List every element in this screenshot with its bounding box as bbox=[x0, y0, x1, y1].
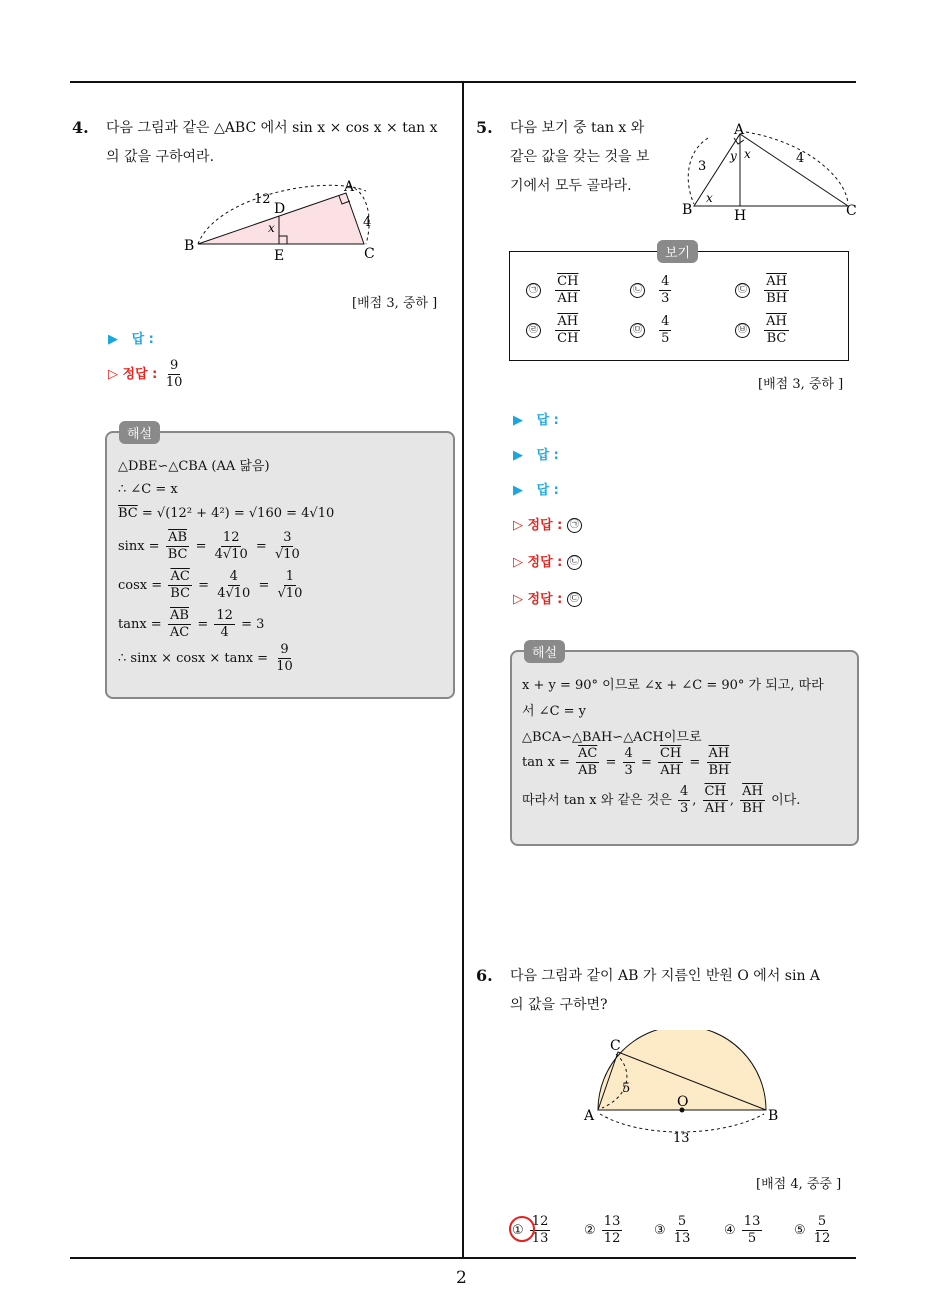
play-icon: ▶ bbox=[513, 413, 523, 428]
selected-circle-mark bbox=[509, 1216, 535, 1242]
play-icon: ▶ bbox=[108, 332, 118, 347]
q4-label-4: 4 bbox=[363, 215, 372, 230]
q6-text: 다음 그림과 같이 AB 가 지름인 반원 O 에서 sin A 의 값을 구하면? bbox=[510, 968, 821, 1013]
q6-choice-1[interactable]: ① $\frac{12}{13}$ bbox=[512, 1214, 552, 1247]
q4-correct-row: ▷ 정답 : $\frac{9}{10}$ bbox=[108, 358, 183, 390]
q5-solution-tag: 해설 bbox=[524, 640, 565, 663]
q5-answer-row-3: ▶ 답 : bbox=[513, 483, 559, 498]
q4-label-E: E bbox=[274, 248, 285, 264]
q5-option: ㉢ $\frac{\overline{AH}}{BH}$ bbox=[735, 274, 791, 307]
q5-number: 5. bbox=[476, 118, 493, 137]
q5-correct-row-1: ▷ 정답 : ㉠ bbox=[513, 514, 582, 533]
q5-answer-row-1: ▶ 답 : bbox=[513, 413, 559, 428]
q6-figure bbox=[580, 1030, 790, 1150]
q6-score: [배점 4, 중중 ] bbox=[756, 1177, 842, 1192]
play-icon: ▶ bbox=[513, 483, 523, 498]
q4-text: 다음 그림과 같은 △ABC 에서 sin x × cos x × tan x 의 값을 구하여라. bbox=[106, 120, 438, 165]
q6-label-13: 13 bbox=[673, 1131, 690, 1146]
q5-option: ㉤ $\frac{4}{5}$ bbox=[630, 314, 673, 347]
q5-score: [배점 3, 중하 ] bbox=[758, 377, 844, 392]
q6-choice-3[interactable]: ③ $\frac{5}{13}$ bbox=[654, 1214, 691, 1246]
q4-label-12: 12 bbox=[254, 192, 271, 207]
q6-choice-4[interactable]: ④ $\frac{13}{5}$ bbox=[724, 1214, 761, 1246]
q5-label-A: A bbox=[734, 122, 745, 138]
outline-play-icon: ▷ bbox=[513, 555, 523, 570]
q5-figure bbox=[676, 122, 862, 226]
q5-option: ㉥ $\frac{\overline{AH}}{BC}$ bbox=[735, 314, 791, 347]
q4-number: 4. bbox=[72, 118, 89, 137]
column-divider bbox=[462, 82, 464, 1258]
q6-label-5: 5 bbox=[622, 1081, 631, 1096]
q6-label-C: C bbox=[610, 1038, 621, 1054]
q4-figure bbox=[176, 176, 386, 266]
q4-label-D: D bbox=[274, 201, 286, 217]
q6-number: 6. bbox=[476, 966, 493, 985]
q6-choice-2[interactable]: ② $\frac{13}{12}$ bbox=[584, 1214, 621, 1246]
q5-label-H: H bbox=[734, 208, 747, 224]
q5-answer-row-2: ▶ 답 : bbox=[513, 448, 559, 463]
q6-label-A: A bbox=[584, 1108, 595, 1124]
q5-label-x-bottom: x bbox=[706, 191, 713, 205]
q5-label-3: 3 bbox=[698, 159, 707, 174]
q5-label-y: y bbox=[730, 149, 737, 163]
q5-bogi-tag: 보기 bbox=[657, 240, 698, 263]
q5-option: ㉣ $\frac{\overline{AH}}{CH}$ bbox=[526, 314, 582, 347]
outline-play-icon: ▷ bbox=[108, 367, 118, 382]
outline-play-icon: ▷ bbox=[513, 592, 523, 607]
q5-text: 다음 보기 중 tan x 와 같은 값을 갖는 것을 보 기에서 모두 골라라. bbox=[510, 120, 650, 194]
q5-option: ㉡ $\frac{4}{3}$ bbox=[630, 274, 673, 307]
q4-label-C: C bbox=[364, 246, 375, 262]
q5-correct-row-3: ▷ 정답 : ㉢ bbox=[513, 588, 582, 607]
q5-correct-row-2: ▷ 정답 : ㉡ bbox=[513, 551, 582, 570]
q5-label-x-top: x bbox=[744, 147, 751, 161]
q4-label-x: x bbox=[268, 221, 275, 235]
q5-label-B: B bbox=[682, 202, 693, 218]
play-icon: ▶ bbox=[513, 448, 523, 463]
q4-answer-row: ▶ 답 : bbox=[108, 332, 154, 347]
page-number: 2 bbox=[456, 1268, 467, 1288]
q4-solution-tag: 해설 bbox=[119, 421, 160, 444]
q5-label-C: C bbox=[846, 203, 857, 219]
q4-label-B: B bbox=[184, 238, 195, 254]
q6-label-O: O bbox=[677, 1094, 689, 1110]
q6-label-B: B bbox=[768, 1108, 779, 1124]
q5-option: ㉠ $\frac{\overline{CH}}{AH}$ bbox=[526, 274, 582, 307]
q4-score: [배점 3, 중하 ] bbox=[352, 296, 438, 311]
bottom-rule bbox=[70, 1257, 856, 1259]
q6-choice-5[interactable]: ⑤ $\frac{5}{12}$ bbox=[794, 1214, 831, 1246]
outline-play-icon: ▷ bbox=[513, 518, 523, 533]
q5-label-4: 4 bbox=[796, 151, 805, 166]
q4-label-A: A bbox=[344, 179, 355, 195]
